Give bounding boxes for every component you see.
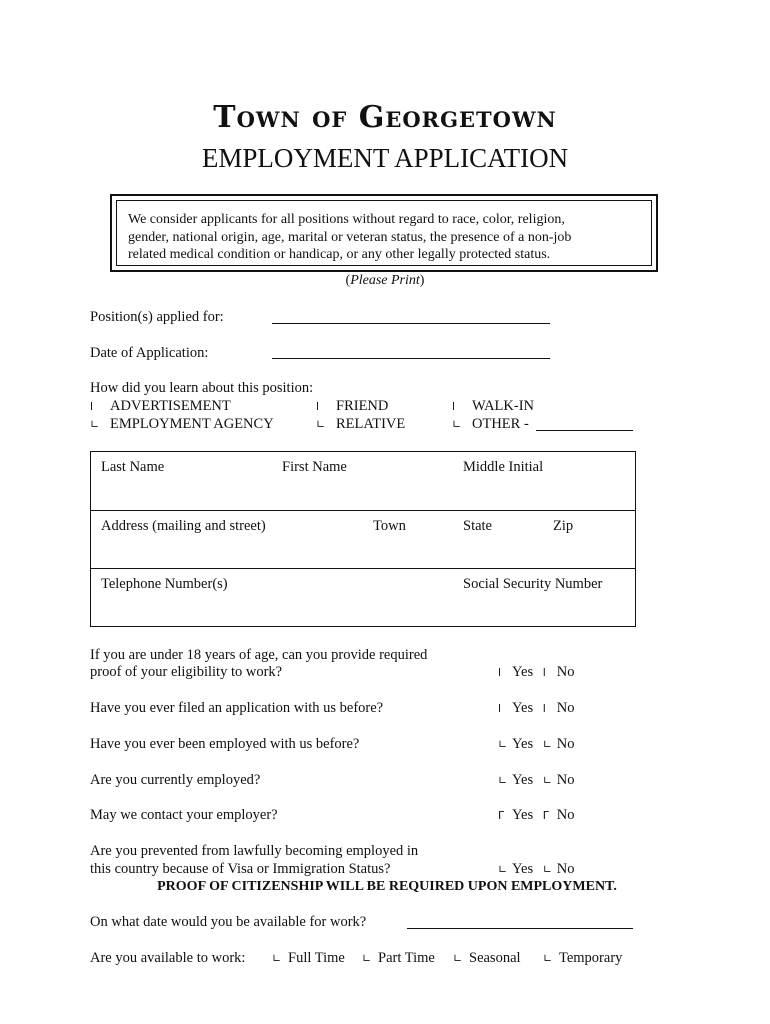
position-label: Position(s) applied for: xyxy=(90,309,224,325)
personal-info-table xyxy=(90,451,636,627)
first-name-label[interactable]: First Name xyxy=(282,459,347,475)
option-part-time[interactable]: ∟ Part Time xyxy=(362,950,435,966)
contact-row xyxy=(91,568,635,627)
checkbox-icon[interactable]: ∟ xyxy=(498,738,508,751)
question-visa-line-1: Are you prevented from lawfully becoming employed in xyxy=(90,843,419,859)
option-temporary[interactable]: ∟ Temporary xyxy=(543,950,623,966)
checkbox-icon[interactable]: l xyxy=(542,666,546,679)
page-title: Town of Georgetown xyxy=(213,100,557,135)
checkbox-icon[interactable]: ∟ xyxy=(453,952,463,965)
middle-initial-label[interactable]: Middle Initial xyxy=(463,459,544,475)
currently-employed-yes-no[interactable]: ∟ Yes ∟ No xyxy=(498,772,575,788)
checkbox-icon[interactable]: l xyxy=(316,400,320,413)
checkbox-icon[interactable]: Γ xyxy=(542,809,549,822)
checkbox-icon[interactable]: ∟ xyxy=(272,952,282,965)
checkbox-icon[interactable]: l xyxy=(498,702,502,715)
address-row xyxy=(91,510,635,569)
contact-employer-yes-no[interactable]: Γ Yes Γ No xyxy=(498,807,575,823)
checkbox-icon[interactable]: ∟ xyxy=(316,418,326,431)
question-contact-employer: May we contact your employer? xyxy=(90,807,278,823)
employed-before-yes-no[interactable]: ∟ Yes ∟ No xyxy=(498,736,575,752)
option-employment-agency[interactable]: ∟ EMPLOYMENT AGENCY xyxy=(90,416,274,432)
telephone-label[interactable]: Telephone Number(s) xyxy=(101,576,228,592)
under-18-yes-no[interactable]: l Yes l No xyxy=(498,664,575,680)
notice-text-box xyxy=(116,200,652,266)
state-label[interactable]: State xyxy=(463,518,492,534)
zip-label[interactable]: Zip xyxy=(553,518,574,534)
option-walk-in[interactable]: l WALK-IN xyxy=(452,398,535,414)
option-other[interactable]: ∟ OTHER - xyxy=(452,416,529,432)
checkbox-icon[interactable]: l xyxy=(542,702,546,715)
checkbox-icon[interactable]: ∟ xyxy=(542,863,552,876)
please-print-note: (Please Print) xyxy=(345,273,425,288)
option-seasonal[interactable]: ∟ Seasonal xyxy=(453,950,521,966)
ssn-label[interactable]: Social Security Number xyxy=(463,576,603,592)
checkbox-icon[interactable]: ∟ xyxy=(543,952,553,965)
checkbox-icon[interactable]: ∟ xyxy=(498,774,508,787)
source-question: How did you learn about this position: xyxy=(90,380,314,396)
checkbox-icon[interactable]: Γ xyxy=(498,809,505,822)
notice-line-1: We consider applicants for all positions without regard to race, color, religion, xyxy=(128,212,565,227)
last-name-label[interactable]: Last Name xyxy=(101,459,165,475)
equal-opportunity-notice xyxy=(110,194,658,272)
option-full-time[interactable]: ∟ Full Time xyxy=(272,950,345,966)
checkbox-icon[interactable]: l xyxy=(90,400,94,413)
option-friend[interactable]: l FRIEND xyxy=(316,398,389,414)
date-of-application-field[interactable] xyxy=(272,358,550,359)
option-relative[interactable]: ∟ RELATIVE xyxy=(316,416,406,432)
name-row xyxy=(91,452,635,510)
town-label[interactable]: Town xyxy=(373,518,406,534)
question-filed-before: Have you ever filed an application with us before? xyxy=(90,700,384,716)
available-date-field[interactable] xyxy=(407,928,633,929)
work-type-question: Are you available to work: xyxy=(90,950,246,966)
notice-line-3: related medical condition or handicap, or any other legally protected status. xyxy=(128,247,551,262)
option-advertisement[interactable]: l ADVERTISEMENT xyxy=(90,398,231,414)
filed-before-yes-no[interactable]: l Yes l No xyxy=(498,700,575,716)
visa-status-yes-no[interactable]: ∟ Yes ∟ No xyxy=(498,861,575,877)
question-visa-line-2: this country because of Visa or Immigration Status? xyxy=(90,861,391,877)
checkbox-icon[interactable]: ∟ xyxy=(362,952,372,965)
citizenship-notice: PROOF OF CITIZENSHIP WILL BE REQUIRED UPON EMPLOYMENT. xyxy=(157,879,617,894)
position-field[interactable] xyxy=(272,323,550,324)
other-source-field[interactable] xyxy=(536,430,633,431)
question-under-18-line-2: proof of your eligibility to work? xyxy=(90,664,283,680)
form-title: EMPLOYMENT APPLICATION xyxy=(201,143,569,173)
checkbox-icon[interactable]: ∟ xyxy=(542,774,552,787)
question-employed-before: Have you ever been employed with us before? xyxy=(90,736,360,752)
please-print-text: Please Print xyxy=(350,273,420,288)
available-date-question: On what date would you be available for work? xyxy=(90,914,367,930)
checkbox-icon[interactable]: l xyxy=(452,400,456,413)
checkbox-icon[interactable]: ∟ xyxy=(542,738,552,751)
checkbox-icon[interactable]: ∟ xyxy=(498,863,508,876)
notice-line-2: gender, national origin, age, marital or veteran status, the presence of a non-job xyxy=(128,229,572,245)
date-of-application-label: Date of Application: xyxy=(90,345,209,361)
question-under-18-line-1: If you are under 18 years of age, can you provide required xyxy=(90,647,428,663)
checkbox-icon[interactable]: ∟ xyxy=(90,418,100,431)
checkbox-icon[interactable]: ∟ xyxy=(452,418,462,431)
checkbox-icon[interactable]: l xyxy=(498,666,502,679)
question-currently-employed: Are you currently employed? xyxy=(90,772,261,788)
address-label[interactable]: Address (mailing and street) xyxy=(101,518,266,534)
